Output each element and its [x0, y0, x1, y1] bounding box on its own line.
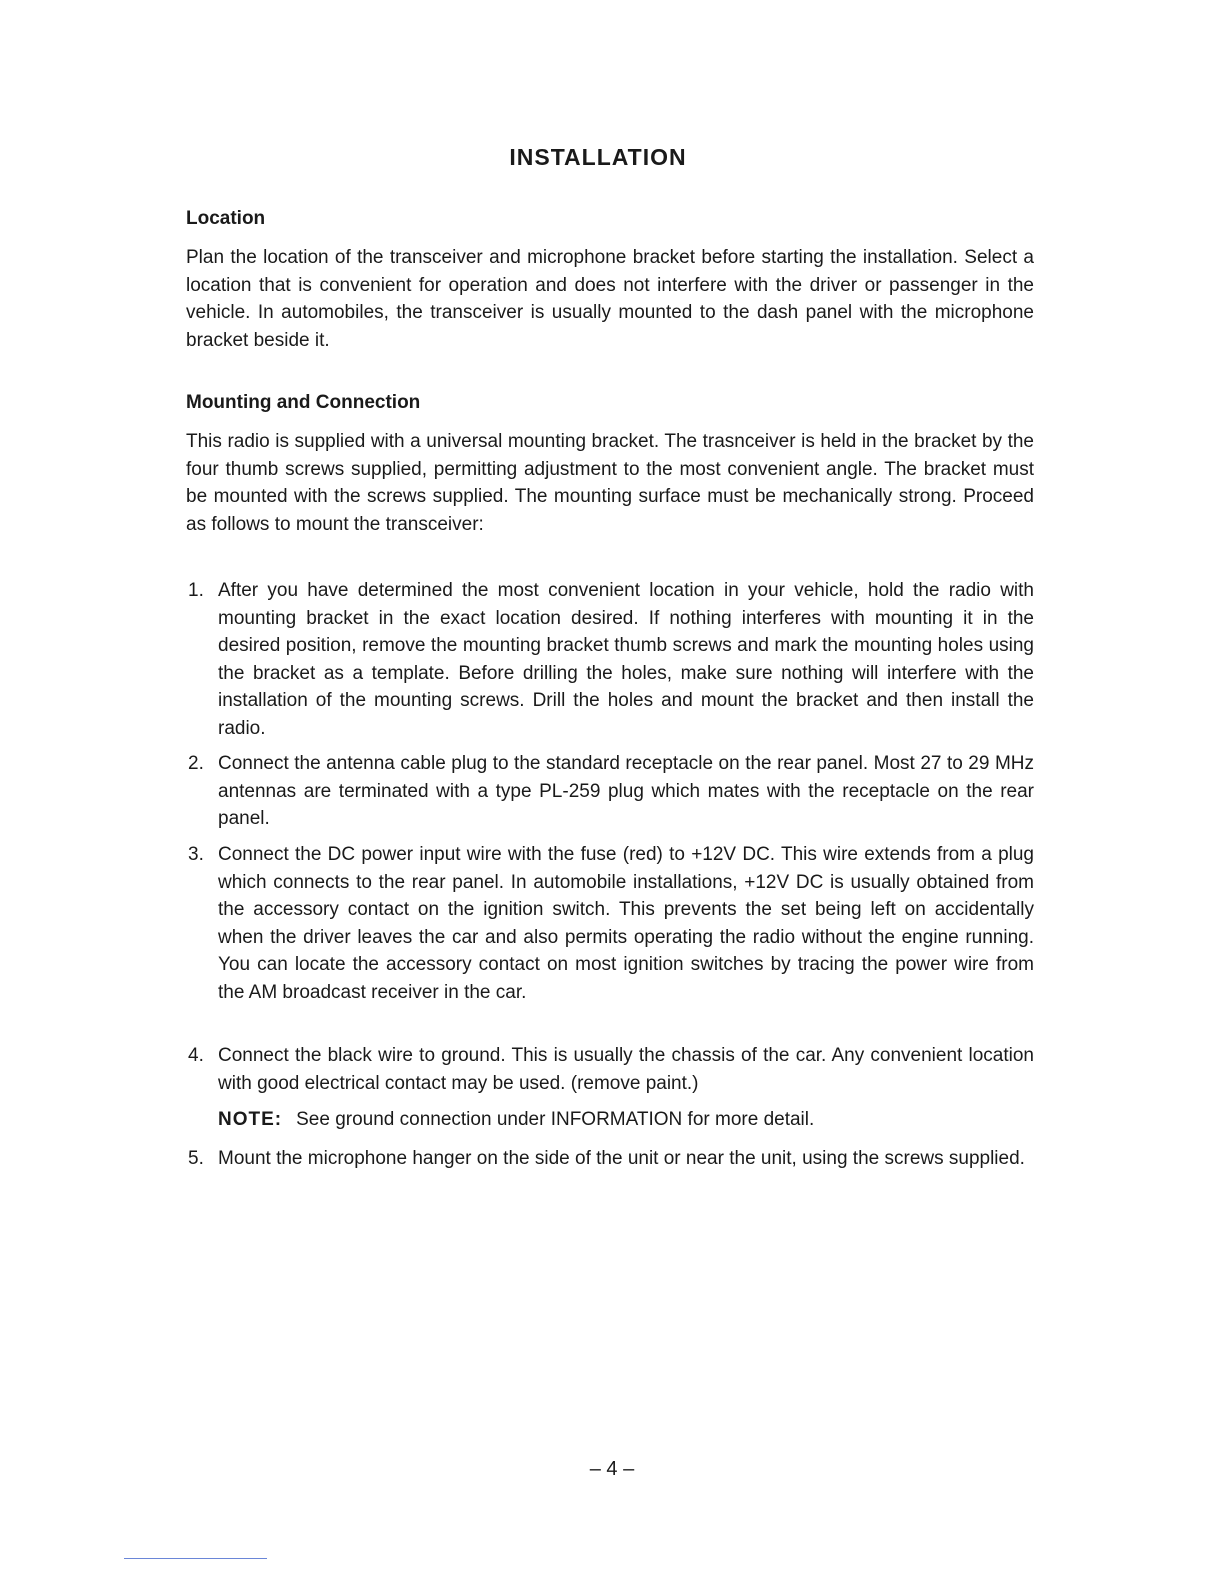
note	[218, 1106, 814, 1134]
list-item-number: 2.	[188, 753, 204, 774]
note-text: See ground connection under INFORMATION for more detail.	[296, 1109, 815, 1130]
list-item-text: Mount the microphone hanger on the side of the unit or near the unit, using the screws supplied.	[218, 1148, 1025, 1169]
mounting-paragraph: This radio is supplied with a universal mounting bracket. The trasnceiver is held in the bracket by the four thumb screws supplied, permitting adjustment to the most convenient angle. The bracket must be mounted with the screws supplied. The mounting surface must be mechanically strong. Proceed as follows to mount the transceiver:	[186, 431, 1034, 535]
list-item-text: Connect the DC power input wire with the fuse (red) to +12V DC. This wire extends from a plug which connects to the rear panel. In automobile installations, +12V DC is usually obtained from the accessory contact on the ignition switch. This prevents the set being left on accidentally when the driver leaves the car and also permits operating the radio without the engine running. You can locate the accessory contact on most ignition switches by tracing the power wire from the AM broadcast receiver in the car.	[218, 844, 1034, 1003]
location-paragraph: Plan the location of the transceiver and microphone bracket before starting the installation. Select a location that is convenient for operation and does not interfere with the driver or passenger in the vehicle. In automobiles, the transceiver is usually mounted to the dash panel with the microphone bracket beside it.	[186, 247, 1034, 351]
note-label: NOTE:	[218, 1109, 283, 1130]
list-item-number: 4.	[188, 1045, 204, 1066]
list-item-number: 1.	[188, 580, 204, 601]
page-number: – 4 –	[589, 1458, 635, 1480]
list-item	[186, 750, 1034, 833]
list-item-text: Connect the black wire to ground. This is usually the chassis of the car. Any convenient location with good electrical contact may be used. (remove paint.)	[218, 1045, 1034, 1094]
list-item-text: After you have determined the most convenient location in your vehicle, hold the radio with mounting bracket in the exact location desired. If nothing interferes with mounting it in the desired position, remove the mounting bracket thumb screws and mark the mounting holes using the bracket as a template. Before drilling the holes, make sure nothing will interfere with the installation of the mounting screws. Drill the holes and mount the bracket and then install the radio.	[218, 580, 1034, 739]
list-item	[186, 577, 1034, 742]
page-title: INSTALLATION	[509, 144, 687, 170]
list-item-number: 5.	[188, 1148, 204, 1169]
list-item	[186, 1145, 1034, 1173]
list-item	[186, 841, 1034, 1006]
list-item-text: Connect the antenna cable plug to the standard receptacle on the rear panel. Most 27 to 29 MHz antennas are terminated with a type PL-259 plug which mates with the receptacle on the rear panel.	[218, 753, 1034, 829]
list-item	[186, 1042, 1034, 1097]
mounting-heading: Mounting and Connection	[186, 392, 421, 413]
location-heading: Location	[186, 208, 266, 229]
footer-rule	[124, 1558, 267, 1559]
list-item-number: 3.	[188, 844, 204, 865]
